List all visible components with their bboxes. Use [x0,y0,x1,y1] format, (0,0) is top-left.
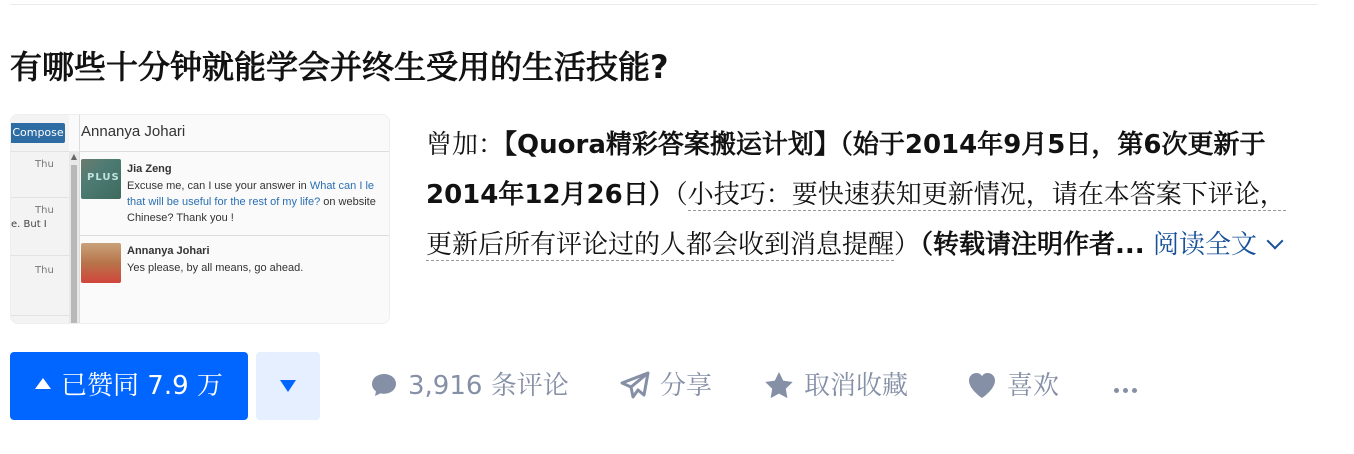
upvote-button[interactable] [10,352,248,420]
more-options-icon[interactable] [1114,378,1141,394]
thumb-day-label: Thu [35,265,54,276]
thumb-avatar-text: PLUS [87,172,120,183]
thumb-day-label: Thu [35,159,54,170]
share-button[interactable] [620,352,712,420]
thumb-message-line: Excuse me, can I use your answer in What can I le [127,180,375,192]
star-icon [764,371,794,399]
triangle-up-icon [35,378,51,389]
thumb-avatar-jia-zeng [81,159,121,199]
chevron-down-icon [1266,233,1283,250]
thumb-header-divider [80,151,389,152]
answer-excerpt[interactable] [426,120,1308,270]
comments-button[interactable] [370,352,569,420]
thumb-vertical-divider [79,115,80,323]
question-title[interactable]: 有哪些十分钟就能学会并终生受用的生活技能? [10,48,669,86]
thumb-avatar-annanya [81,243,121,283]
thumb-divider [11,197,69,198]
excerpt-bold-tail: （转载请注明作者... [920,230,1145,260]
triangle-down-icon [280,380,296,392]
thumb-divider [11,255,69,256]
thumb-divider [11,151,69,152]
unfavorite-label: 取消收藏 [804,371,909,401]
excerpt-paren-open: （ [674,180,688,210]
thumb-message-divider [80,235,389,236]
downvote-button[interactable] [256,352,320,420]
thumb-compose-button: Compose [11,123,65,143]
thumb-scroll-up-icon: ▲ [70,152,78,161]
share-label: 分享 [660,371,713,401]
thumb-day-label: Thu [35,205,54,216]
upvote-label: 已赞同 7.9 万 [61,371,223,401]
thumb-author: Annanya Johari [127,245,210,257]
thumb-scrollbar [69,151,79,323]
like-button[interactable] [967,352,1059,420]
answer-thumbnail[interactable] [10,114,390,324]
excerpt-paren-close: ） [894,230,921,260]
comment-icon [370,372,398,398]
read-more-link[interactable]: 阅读全文 [1153,230,1281,260]
excerpt-author: 曾加： [426,130,505,160]
like-label: 喜欢 [1007,371,1060,401]
share-icon [620,371,650,399]
excerpt-bold-intro: 【Quora精彩答案搬运计划】（始于2014年9月5日，第6次更新于2014年12月26日） [426,130,1266,210]
thumb-message-line: that will be useful for the rest of my life? on website [127,196,376,208]
heart-icon [967,371,997,399]
thumb-header-name: Annanya Johari [81,123,186,140]
top-divider [10,4,1318,5]
thumb-message-line: Chinese? Thank you ! [127,212,234,224]
thumb-divider [11,315,69,316]
thumb-author: Jia Zeng [127,163,172,175]
unfavorite-button[interactable] [764,352,908,420]
comments-label: 3,916 条评论 [408,371,569,401]
thumb-message-line: Yes please, by all means, go ahead. [127,262,304,274]
excerpt-tip: 小技巧：要快速获知更新情况，请在本答案下评论，更新后所有评论过的人都会收到消息提醒 [426,180,1286,260]
thumb-cut-text: e. But I [11,219,47,230]
